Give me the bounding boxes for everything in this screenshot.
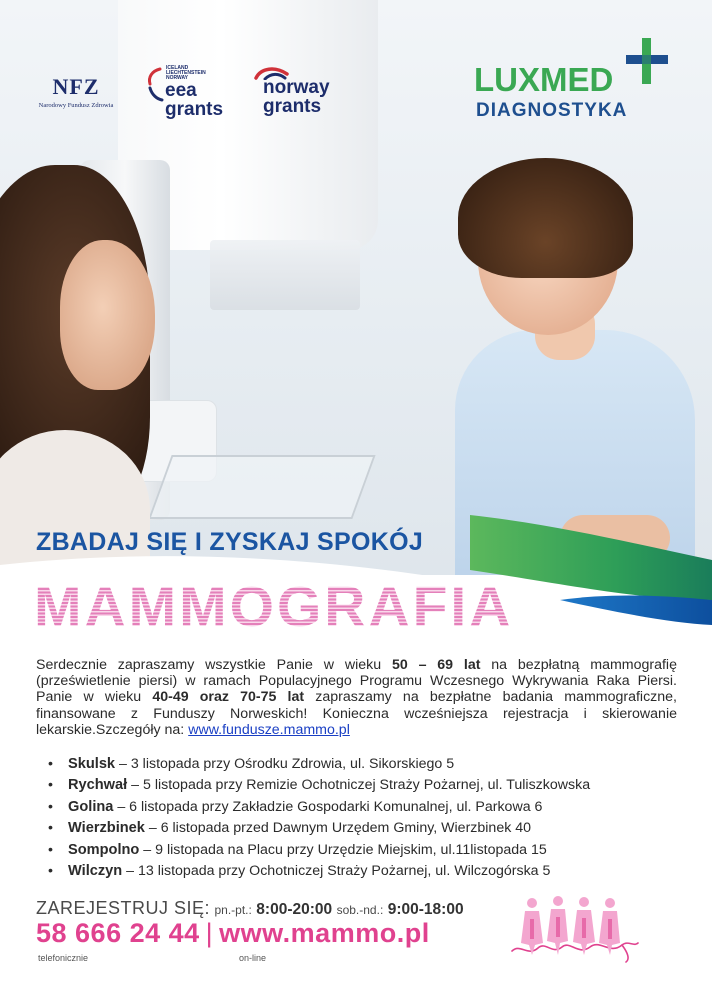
list-item [48, 797, 688, 818]
luxmed-cross-icon [626, 38, 668, 84]
location-city: Golina [68, 798, 114, 815]
website-caption: on-line [239, 953, 267, 963]
norway-grants-word: grants [263, 96, 322, 117]
eea-countries: ICELAND LIECHTENSTEIN NORWAY [166, 65, 206, 81]
intro-text-1: Serdecznie zapraszamy wszystkie Panie w wieku [36, 657, 392, 673]
register-label: ZAREJESTRUJ SIĘ: [36, 898, 211, 918]
location-details: – 6 listopada przy Zakładzie Gospodarki Komunalnej, ul. Parkowa 6 [113, 798, 543, 815]
list-item [48, 818, 688, 839]
list-item [48, 840, 688, 861]
weekend-hours: 9:00-18:00 [387, 901, 464, 918]
technician-hair [458, 158, 633, 278]
location-city: Skulsk [68, 756, 116, 772]
bullet-icon: • [48, 756, 53, 772]
page-title: MAMMOGRAFIA [34, 575, 514, 639]
bullet-icon: • [48, 777, 53, 794]
location-city: Wilczyn [68, 863, 123, 880]
slogan: ZBADAJ SIĘ I ZYSKAJ SPOKÓJ [36, 528, 424, 556]
details-link[interactable]: www.fundusze.mammo.pl [188, 721, 350, 738]
list-item [48, 754, 688, 775]
bullet-icon: • [48, 798, 53, 815]
location-details: – 6 listopada przed Dawnym Urzędem Gminy, Wierzbinek 40 [144, 820, 532, 837]
mammography-compression-head [210, 240, 360, 310]
contact-line [36, 918, 430, 949]
age-range-secondary: 40-49 oraz 70-75 lat [152, 689, 305, 706]
location-details: – 5 listopada przy Remizie Ochotniczej Straży Pożarnej, ul. Tuliszkowska [127, 777, 591, 794]
nfz-logo-mark: NFZ [52, 74, 100, 99]
luxmed-name: LUXMED [474, 61, 614, 98]
bullet-icon: • [48, 841, 53, 858]
eea-grants-word: grants [165, 99, 224, 120]
bullet-icon: • [48, 863, 53, 880]
luxmed-subtitle: DIAGNOSTYKA [476, 100, 628, 121]
luxmed-logo [474, 38, 684, 122]
phone-number[interactable]: 58 666 24 44 [36, 918, 200, 948]
norway-grants-icon [253, 66, 293, 80]
location-details: – 3 listopada przy Ośrodku Zdrowia, ul. Sikorskiego 5 [115, 756, 455, 772]
bullet-icon: • [48, 820, 53, 837]
list-item [48, 861, 688, 882]
phone-caption: telefonicznie [38, 953, 89, 963]
registration-hours [36, 898, 464, 919]
location-details: – 13 listopada przy Ochotniczej Straży Pożarnej, ul. Wilczogórska 5 [122, 863, 551, 880]
location-details: – 9 listopada na Placu przy Urzędzie Miejskim, ul.11listopada 15 [139, 841, 547, 858]
weekend-label: sob.-nd.: [336, 903, 384, 917]
intro-paragraph [36, 657, 677, 738]
location-city: Wierzbinek [68, 820, 145, 837]
website-link[interactable]: www.mammo.pl [219, 918, 430, 948]
locations-list [48, 754, 688, 882]
nfz-logo [36, 74, 116, 109]
location-city: Sompolno [68, 841, 140, 858]
norway-word: norway [263, 77, 330, 98]
norway-grants-logo [253, 66, 343, 116]
contact-separator: | [205, 918, 214, 948]
age-range-primary: 50 – 69 lat [391, 657, 481, 673]
weekdays-hours: 8:00-20:00 [256, 901, 333, 918]
eea-word: eea [165, 80, 197, 101]
eea-grants-logo [146, 66, 236, 119]
eea-grants-icon [146, 66, 166, 102]
women-silhouettes-icon [510, 893, 640, 963]
patient-face [60, 240, 155, 390]
weekdays-label: pn.-pt.: [214, 903, 252, 917]
intro-text-3: zapraszamy na bezpłatne badania mammograficzne, finansowane z Funduszy Norweskich! Konieczna wcześniejsza rejestracja i skierowanie lekarskie.Szczegóły na: [36, 689, 677, 738]
list-item [48, 775, 688, 796]
nfz-logo-name: Narodowy Fundusz Zdrowia [38, 102, 114, 109]
intro-text-2: na bezpłatną mammografię (prześwietlenie piersi) w ramach Populacyjnego Programu Wczesnego Wykrywania Raka Piersi. Panie w wieku [36, 657, 677, 706]
location-city: Rychwał [68, 777, 128, 794]
